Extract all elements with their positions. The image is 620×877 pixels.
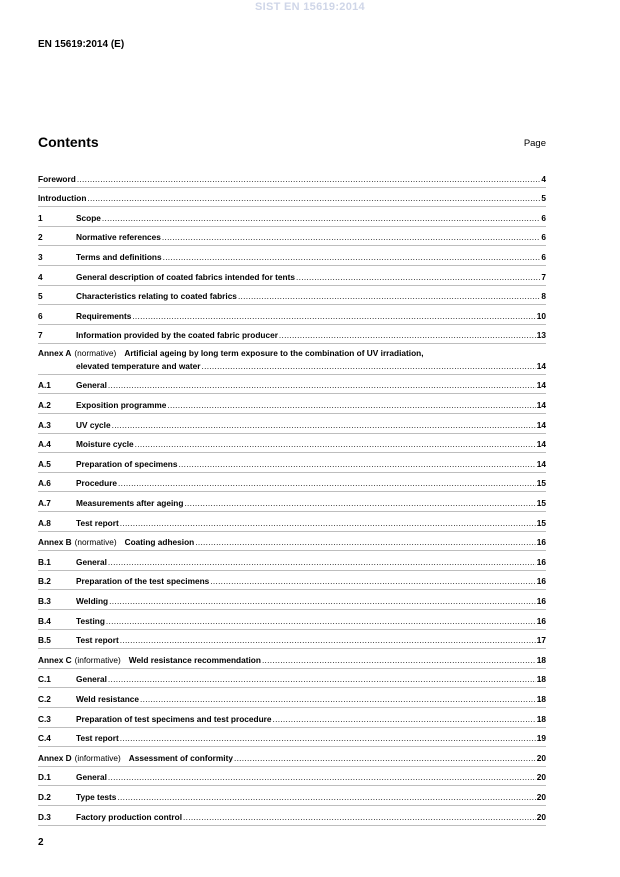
dot-leader (273, 714, 536, 724)
toc-entry-number: D.3 (38, 811, 51, 822)
toc-entry-page: 17 (536, 635, 546, 646)
dot-leader (296, 272, 540, 282)
toc-entry-title: Preparation of specimens (76, 458, 178, 469)
dot-leader (162, 232, 541, 242)
toc-entry-line (38, 616, 546, 626)
toc-entry-line (38, 714, 546, 724)
toc-entry-number: C.3 (38, 713, 51, 724)
toc-entry-number: A.6 (38, 478, 51, 489)
toc-entry[interactable] (38, 305, 546, 325)
toc-entry[interactable] (38, 266, 546, 286)
toc-entry-number: 4 (38, 271, 43, 282)
dot-leader (120, 733, 536, 743)
toc-entry-page: 18 (536, 674, 546, 685)
dot-leader (120, 635, 536, 645)
toc-entry-line (38, 655, 546, 665)
dot-leader (108, 772, 536, 782)
toc-entry-line (38, 674, 546, 684)
toc-entry[interactable] (38, 786, 546, 806)
toc-entry-title: Introduction (38, 193, 87, 204)
toc-entry-page: 6 (541, 212, 546, 223)
toc-entry-number: C.2 (38, 693, 51, 704)
toc-entry-page: 14 (536, 360, 546, 371)
toc-entry-page: 13 (536, 330, 546, 341)
toc-entry-title: Assessment of conformity (128, 752, 233, 763)
dot-leader (238, 291, 540, 301)
annex-type: (informative) (74, 654, 121, 665)
dot-leader (140, 694, 536, 704)
toc-entry-number: 3 (38, 251, 43, 262)
toc-entry-title: Type tests (76, 791, 117, 802)
toc-entry-title: Information provided by the coated fabric producer (76, 330, 278, 341)
annex-label: Annex B (38, 537, 72, 548)
toc-entry-number: B.2 (38, 576, 51, 587)
toc-entry-line (38, 232, 546, 242)
toc-entry-page: 14 (536, 380, 546, 391)
toc-entry-line (38, 478, 546, 488)
toc-entry-page: 16 (536, 537, 546, 548)
dot-leader (262, 655, 536, 665)
dot-leader (279, 330, 536, 340)
toc-entry-title: Characteristics relating to coated fabrics (76, 291, 237, 302)
toc-entry-title: Coating adhesion (124, 537, 195, 548)
toc-entry[interactable] (38, 532, 546, 552)
toc-entry[interactable] (38, 728, 546, 748)
toc-entry-number: A.3 (38, 419, 51, 430)
toc-entry-line (38, 792, 546, 802)
toc-entry-page: 20 (536, 811, 546, 822)
toc-entry[interactable] (38, 806, 546, 826)
document-id: EN 15619:2014 (E) (38, 39, 125, 50)
toc-entry-page: 14 (536, 439, 546, 450)
toc-entry-number: A.2 (38, 400, 51, 411)
toc-entry[interactable] (38, 708, 546, 728)
toc-entry-title: Factory production control (76, 811, 183, 822)
toc-entry-page: 16 (536, 576, 546, 587)
toc-entry-title: General (76, 772, 107, 783)
toc-entry-title: General description of coated fabrics intended for tents (76, 271, 295, 282)
toc-entry-line (38, 635, 546, 645)
toc-entry-page: 4 (541, 173, 546, 184)
annex-label: Annex D (38, 752, 72, 763)
toc-entry-page: 6 (541, 232, 546, 243)
toc-entry-page: 15 (536, 517, 546, 528)
dot-leader (117, 792, 535, 802)
toc-entry-title: Artificial ageing by long term exposure to the combination of UV irradiation, (124, 348, 424, 359)
toc-entry[interactable] (38, 375, 546, 395)
toc-entry-page: 20 (536, 752, 546, 763)
dot-leader (112, 420, 536, 430)
toc-entry-title: Normative references (76, 232, 161, 243)
toc-entry-title: Test report (76, 635, 119, 646)
toc-entry-page: 15 (536, 498, 546, 508)
toc-entry-title: General (76, 674, 107, 685)
toc-entry-number: D.1 (38, 772, 51, 783)
toc-entry[interactable] (38, 590, 546, 610)
toc-entry-title: Moisture cycle (76, 439, 134, 450)
toc-entry-title-continued: elevated temperature and water (76, 360, 201, 371)
toc-entry-line (38, 733, 546, 743)
dot-leader (108, 674, 536, 684)
dot-leader (163, 252, 541, 262)
toc-entry-title: Procedure (76, 478, 118, 489)
dot-leader (132, 311, 535, 321)
toc-entry-page: 20 (536, 791, 546, 802)
dot-leader (87, 193, 540, 203)
toc-entry[interactable] (38, 246, 546, 266)
toc-entry[interactable] (38, 610, 546, 630)
toc-entry-title: Test report (76, 517, 119, 528)
toc-entry[interactable] (38, 767, 546, 787)
toc-entry-number: 2 (38, 232, 43, 243)
toc-entry-page: 5 (541, 193, 546, 204)
annex-label: Annex C (38, 654, 72, 665)
annex-type: (informative) (74, 752, 121, 763)
toc-entry-page: 16 (536, 615, 546, 626)
toc-entry-page: 19 (536, 733, 546, 744)
toc-entry-line (38, 272, 546, 282)
toc-entry-line (38, 772, 546, 782)
toc-entry-line (38, 174, 546, 184)
toc-entry-line (38, 557, 546, 567)
toc-entry[interactable] (38, 688, 546, 708)
toc-entry-title: General (76, 556, 107, 567)
dot-leader (102, 213, 540, 223)
toc-entry-title: Weld resistance (76, 693, 140, 704)
toc-entry-line (38, 193, 546, 203)
toc-entry-number: C.4 (38, 733, 51, 744)
toc-entry-number: 6 (38, 310, 43, 321)
toc-entry-title: General (76, 380, 107, 391)
dot-leader (118, 478, 536, 488)
watermark: SIST EN 15619:2014 (255, 1, 365, 13)
toc-entry-page: 16 (536, 595, 546, 606)
toc-entry-line (38, 439, 546, 449)
dot-leader (184, 498, 535, 508)
toc-entry-title: Measurements after ageing (76, 498, 184, 508)
toc-entry[interactable] (38, 571, 546, 591)
toc-entry-number: 5 (38, 291, 43, 302)
toc-entry-number: A.1 (38, 380, 51, 391)
toc-entry-number: C.1 (38, 674, 51, 685)
toc-entry-page: 10 (536, 310, 546, 321)
dot-leader (183, 812, 536, 822)
toc-entry-line (38, 576, 546, 586)
toc-entry-line (38, 330, 546, 340)
toc-entry-number: B.1 (38, 556, 51, 567)
toc-entry[interactable] (38, 492, 546, 512)
toc-entry[interactable] (38, 394, 546, 414)
toc-entry[interactable] (38, 168, 546, 188)
toc-entry[interactable] (38, 453, 546, 473)
dot-leader (106, 616, 536, 626)
toc-entry-page: 18 (536, 654, 546, 665)
toc-entry-title: Exposition programme (76, 400, 167, 411)
toc-entry-page: 14 (536, 400, 546, 411)
toc-entry-number: 7 (38, 330, 43, 341)
dot-leader (135, 439, 536, 449)
toc-entry-title: Testing (76, 615, 105, 626)
toc-entry-title: Scope (76, 212, 101, 223)
toc-entry-title: Test report (76, 733, 119, 744)
toc-entry-page: 7 (541, 271, 546, 282)
toc-entry-number: A.7 (38, 498, 51, 508)
page-column-label: Page (523, 138, 546, 149)
toc-entry[interactable] (38, 344, 546, 375)
table-of-contents (38, 168, 546, 826)
toc-entry-number: A.4 (38, 439, 51, 450)
toc-entry-page: 6 (541, 251, 546, 262)
dot-leader (120, 518, 536, 528)
contents-title: Contents (38, 134, 99, 150)
toc-entry-line (38, 361, 546, 371)
toc-entry-line (38, 348, 546, 358)
toc-entry[interactable] (38, 512, 546, 532)
toc-entry-page: 15 (536, 478, 546, 489)
toc-entry-title: Preparation of test specimens and test procedure (76, 713, 272, 724)
toc-entry-line (38, 400, 546, 410)
dot-leader (167, 400, 535, 410)
toc-entry[interactable] (38, 630, 546, 650)
toc-entry-line (38, 498, 546, 508)
toc-entry-page: 20 (536, 772, 546, 783)
toc-entry-line (38, 311, 546, 321)
toc-entry-title: Preparation of the test specimens (76, 576, 210, 587)
dot-leader (234, 753, 536, 763)
toc-entry[interactable] (38, 434, 546, 454)
toc-entry-page: 14 (536, 458, 546, 469)
toc-entry-line (38, 252, 546, 262)
toc-entry-page: 8 (541, 291, 546, 302)
toc-entry[interactable] (38, 747, 546, 767)
toc-entry-number: A.5 (38, 458, 51, 469)
toc-entry-line (38, 380, 546, 390)
toc-entry-number: B.4 (38, 615, 51, 626)
toc-entry[interactable] (38, 227, 546, 247)
toc-entry-line (38, 812, 546, 822)
toc-entry-line (38, 518, 546, 528)
toc-entry[interactable] (38, 551, 546, 571)
dot-leader (77, 174, 541, 184)
toc-entry-line (38, 753, 546, 763)
toc-entry-title: Terms and definitions (76, 251, 162, 262)
toc-entry[interactable] (38, 188, 546, 208)
toc-entry-title: Weld resistance recommendation (128, 654, 261, 665)
toc-entry-number: D.2 (38, 791, 51, 802)
toc-entry[interactable] (38, 669, 546, 689)
toc-entry-number: B.3 (38, 595, 51, 606)
toc-entry[interactable] (38, 325, 546, 345)
toc-entry-page: 14 (536, 419, 546, 430)
toc-entry-line (38, 291, 546, 301)
annex-label: Annex A (38, 348, 72, 359)
toc-entry-line (38, 694, 546, 704)
toc-entry-number: B.5 (38, 635, 51, 646)
toc-entry[interactable] (38, 649, 546, 669)
toc-entry-page: 18 (536, 713, 546, 724)
toc-entry-page: 18 (536, 693, 546, 704)
toc-entry[interactable] (38, 286, 546, 306)
toc-entry-number: 1 (38, 212, 43, 223)
toc-entry-line (38, 420, 546, 430)
toc-entry-title: Foreword (38, 173, 76, 184)
page-number: 2 (38, 837, 44, 848)
dot-leader (202, 361, 536, 371)
dot-leader (195, 537, 536, 547)
toc-entry[interactable] (38, 414, 546, 434)
toc-entry-line (38, 459, 546, 469)
dot-leader (109, 596, 536, 606)
toc-entry-page: 16 (536, 556, 546, 567)
toc-entry[interactable] (38, 207, 546, 227)
toc-entry[interactable] (38, 473, 546, 493)
dot-leader (210, 576, 536, 586)
toc-entry-line (38, 213, 546, 223)
dot-leader (108, 557, 536, 567)
dot-leader (178, 459, 535, 469)
toc-entry-title: Requirements (76, 310, 132, 321)
toc-entry-line (38, 596, 546, 606)
toc-entry-line (38, 537, 546, 547)
toc-entry-title: Welding (76, 595, 109, 606)
annex-type: (normative) (74, 537, 117, 548)
annex-type: (normative) (74, 348, 117, 359)
toc-entry-title: UV cycle (76, 419, 111, 430)
toc-entry-number: A.8 (38, 517, 51, 528)
dot-leader (108, 380, 536, 390)
